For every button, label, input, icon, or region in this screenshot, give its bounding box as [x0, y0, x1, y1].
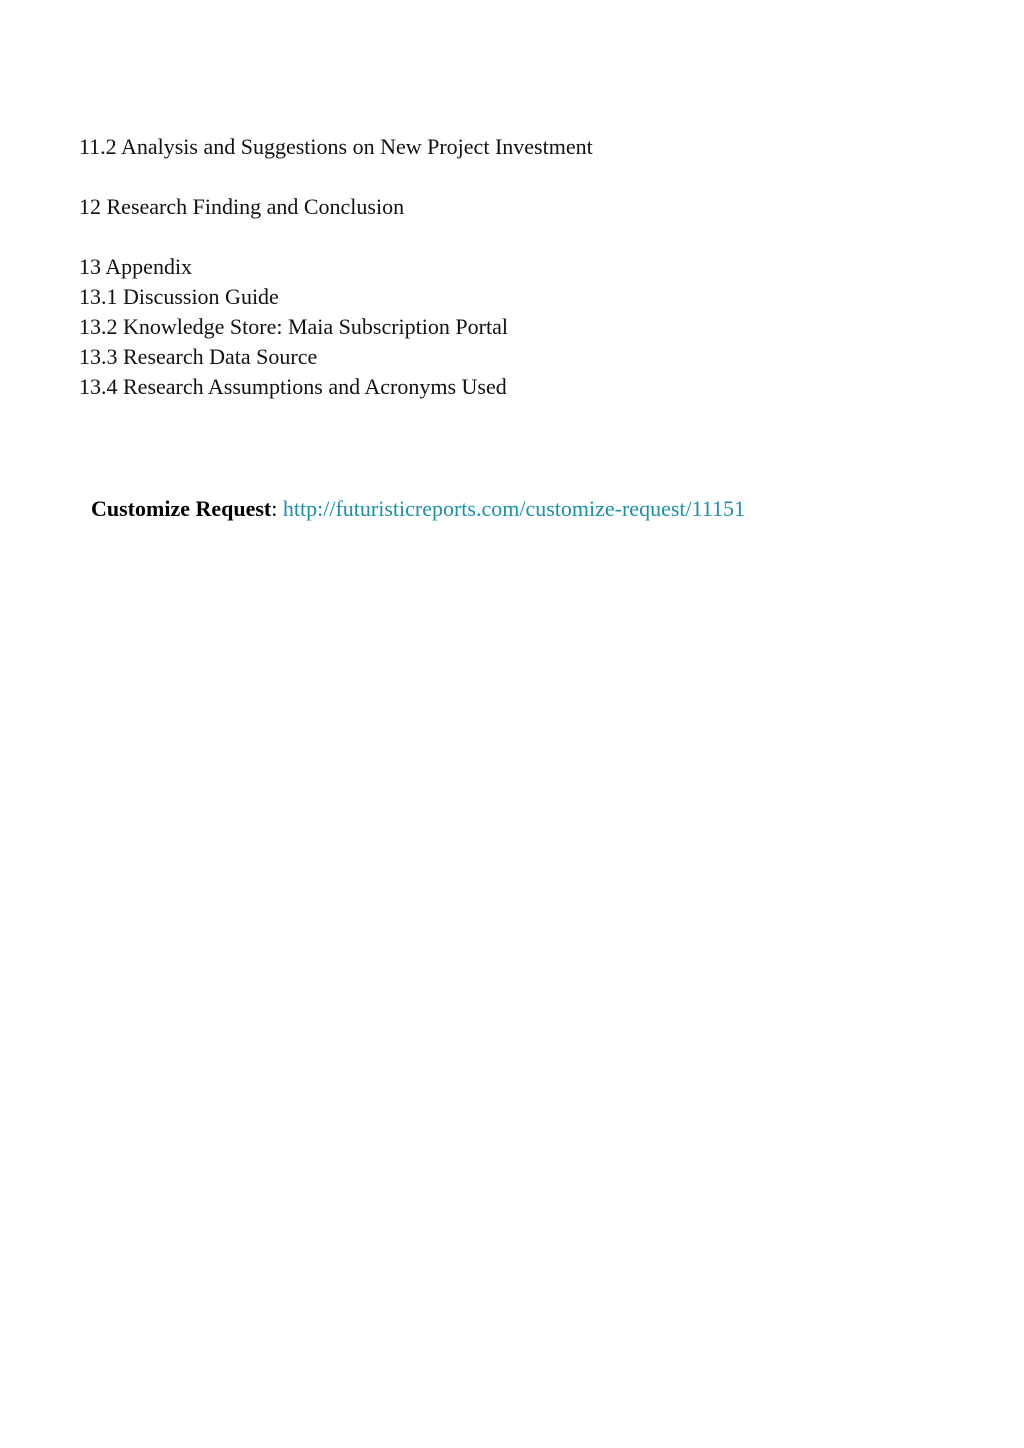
customize-request-line: [91, 494, 745, 524]
toc-entry-11-2: 11.2 Analysis and Suggestions on New Project Investment: [79, 134, 593, 159]
customize-request-label: Customize Request: [91, 496, 272, 521]
toc-entry-13-4: 13.4 Research Assumptions and Acronyms Used: [79, 374, 507, 399]
toc-entry-13-2: 13.2 Knowledge Store: Maia Subscription Portal: [79, 314, 508, 339]
spacer: [79, 222, 959, 252]
toc-entry-13-3: 13.3 Research Data Source: [79, 344, 318, 369]
toc-entry-13-1: 13.1 Discussion Guide: [79, 284, 279, 309]
toc-entry-13: 13 Appendix: [79, 254, 193, 279]
toc-entry-12: 12 Research Finding and Conclusion: [79, 194, 405, 219]
customize-request-link[interactable]: http://futuristicreports.com/customize-request/11151: [282, 496, 745, 521]
spacer: [79, 162, 959, 192]
table-of-contents: [79, 132, 959, 402]
customize-request-separator: :: [271, 496, 278, 521]
